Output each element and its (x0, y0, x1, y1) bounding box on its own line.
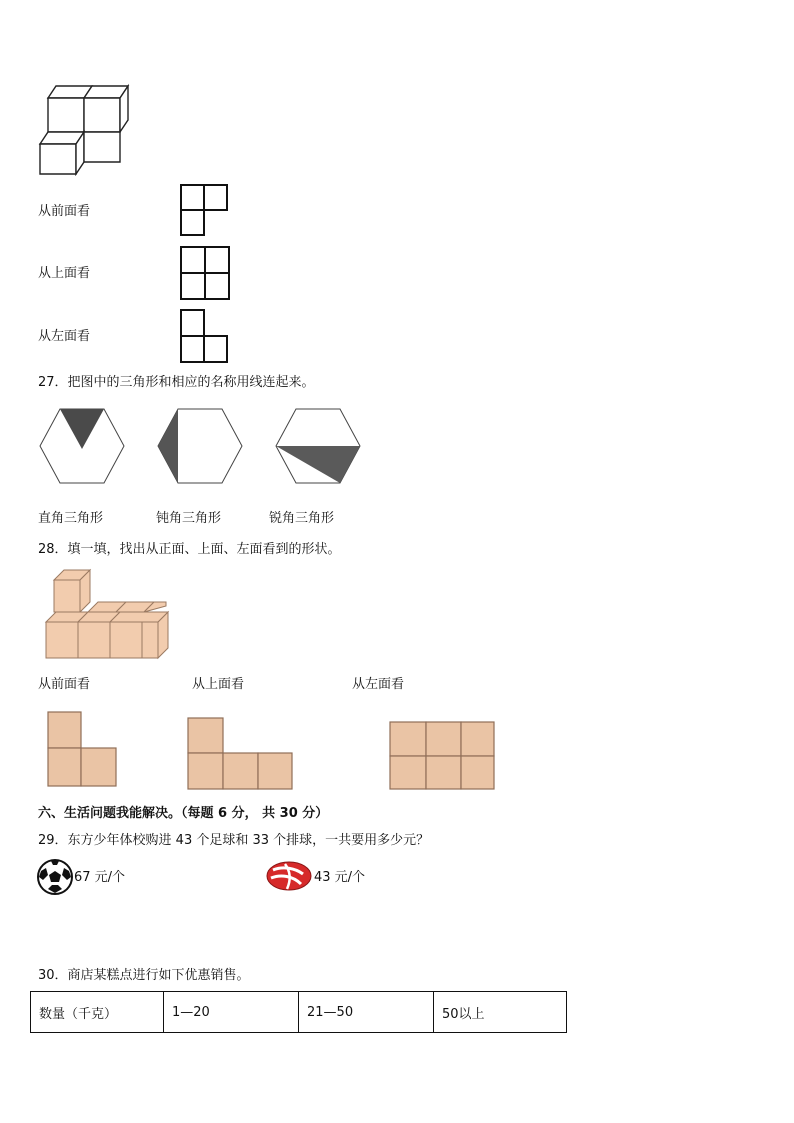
name-acute-triangle: 锐角三角形 (269, 511, 335, 526)
cube-stack-3d (40, 566, 172, 662)
name-right-triangle: 直角三角形 (38, 511, 104, 526)
q28-label-left: 从左面看 (352, 677, 405, 692)
q30-title: 30．商店某糕点进行如下优惠销售。 (38, 968, 250, 983)
q28-label-front: 从前面看 (38, 677, 91, 692)
volleyball-price: 43 元/个 (314, 870, 366, 885)
top-view-grid (180, 246, 232, 302)
left-view-grid (180, 309, 230, 365)
table-cell: 50以上 (434, 992, 567, 1033)
volleyball-icon (265, 860, 313, 892)
front-view-grid (180, 184, 230, 238)
hexagon-acute-triangle (274, 407, 362, 485)
hexagon-obtuse-triangle (156, 407, 244, 485)
table-cell: 21—50 (299, 992, 434, 1033)
view-label-top: 从上面看 (38, 266, 91, 281)
q29-title: 29．东方少年体校购进 43 个足球和 33 个排球，一共要用多少元？ (38, 833, 430, 848)
section6-title: 六、生活问题我能解决。（每题 6 分， 共 30 分） (38, 806, 329, 821)
q28-title: 28．填一填，找出从正面、上面、左面看到的形状。 (38, 542, 341, 557)
q28-front-view-shape (46, 710, 120, 790)
table-cell: 数量（千克） (31, 992, 164, 1033)
cube-stack-drawing (36, 80, 136, 176)
discount-table (30, 991, 567, 1033)
soccer-price: 67 元/个 (74, 870, 126, 885)
q28-left-view-shape (388, 720, 498, 792)
q27-title: 27．把图中的三角形和相应的名称用线连起来。 (38, 375, 315, 390)
table-cell: 1—20 (164, 992, 299, 1033)
hexagon-right-triangle (38, 407, 126, 485)
q28-label-top: 从上面看 (192, 677, 245, 692)
table-row (31, 992, 567, 1033)
name-obtuse-triangle: 钝角三角形 (156, 511, 222, 526)
soccer-ball-icon (36, 858, 74, 896)
view-label-left: 从左面看 (38, 329, 91, 344)
q28-top-view-shape (186, 716, 296, 792)
view-label-front: 从前面看 (38, 204, 91, 219)
